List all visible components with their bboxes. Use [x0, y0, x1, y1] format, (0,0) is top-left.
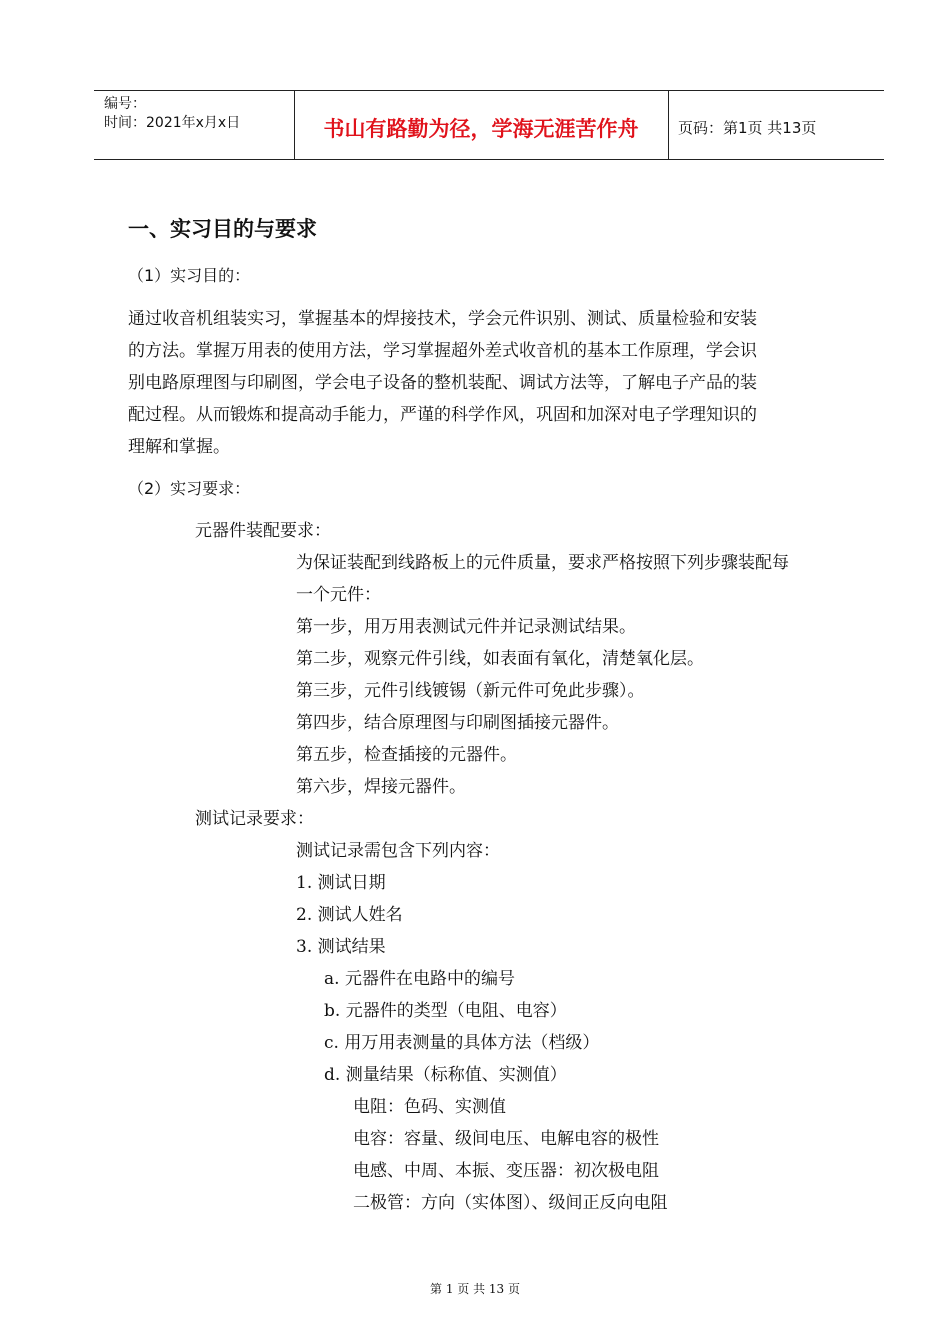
paragraph-line: 通过收音机组装实习，掌握基本的焊接技术，学会元件识别、测试、质量检验和安装 [128, 309, 757, 329]
test-detail: 电容：容量、级间电压、电解电容的极性 [353, 1129, 659, 1149]
page-info: 页码：第1页 共13页 [678, 119, 817, 137]
test-subitem: b. 元器件的类型（电阻、电容） [324, 1001, 567, 1021]
purpose-paragraph [128, 303, 863, 463]
test-subitem: a. 元器件在电路中的编号 [324, 969, 515, 989]
assembly-step: 第三步，元件引线镀锡（新元件可免此步骤）。 [296, 681, 645, 701]
page-footer: 第 1 页 共 13 页 [430, 1282, 520, 1296]
header-page-cell [668, 91, 884, 159]
purpose-heading: （1）实习目的： [128, 266, 251, 285]
test-item: 3. 测试结果 [296, 937, 386, 957]
assembly-intro: 一个元件： [296, 585, 381, 605]
test-detail: 电感、中周、本振、变压器：初次极电阻 [353, 1161, 659, 1181]
header-motto-cell [294, 91, 669, 159]
motto: 书山有路勤为径，学海无涯苦作舟 [323, 117, 639, 141]
test-item: 2. 测试人姓名 [296, 905, 403, 925]
assembly-step: 第五步，检查插接的元器件。 [296, 745, 517, 765]
paragraph-line: 理解和掌握。 [128, 437, 230, 457]
assembly-step: 第四步，结合原理图与印刷图插接元器件。 [296, 713, 619, 733]
header-meta-cell [94, 91, 295, 159]
assembly-title: 元器件装配要求： [195, 521, 331, 541]
test-intro: 测试记录需包含下列内容： [296, 841, 500, 861]
paragraph-line: 配过程。从而锻炼和提高动手能力，严谨的科学作风，巩固和加深对电子学理知识的 [128, 405, 757, 425]
test-subitem: c. 用万用表测量的具体方法（档级） [324, 1033, 600, 1053]
test-detail: 二极管：方向（实体图）、级间正反向电阻 [353, 1193, 668, 1213]
test-item: 1. 测试日期 [296, 873, 386, 893]
number-label: 编号： [104, 96, 146, 112]
assembly-intro: 为保证装配到线路板上的元件质量，要求严格按照下列步骤装配每 [296, 553, 789, 573]
requirements-heading: （2）实习要求： [128, 479, 251, 498]
time-label: 时间：2021年x月x日 [104, 115, 241, 131]
assembly-step: 第二步，观察元件引线，如表面有氧化，清楚氧化层。 [296, 649, 704, 669]
section-title: 一、实习目的与要求 [128, 217, 317, 241]
test-subitem: d. 测量结果（标称值、实测值） [324, 1065, 567, 1085]
test-title: 测试记录要求： [195, 809, 314, 829]
test-detail: 电阻：色码、实测值 [353, 1097, 506, 1117]
paragraph-line: 别电路原理图与印刷图，学会电子设备的整机装配、调试方法等，了解电子产品的装 [128, 373, 757, 393]
assembly-step: 第六步，焊接元器件。 [296, 777, 466, 797]
paragraph-line: 的方法。掌握万用表的使用方法，学习掌握超外差式收音机的基本工作原理，学会识 [128, 341, 757, 361]
document-header [94, 90, 884, 160]
assembly-step: 第一步，用万用表测试元件并记录测试结果。 [296, 617, 636, 637]
